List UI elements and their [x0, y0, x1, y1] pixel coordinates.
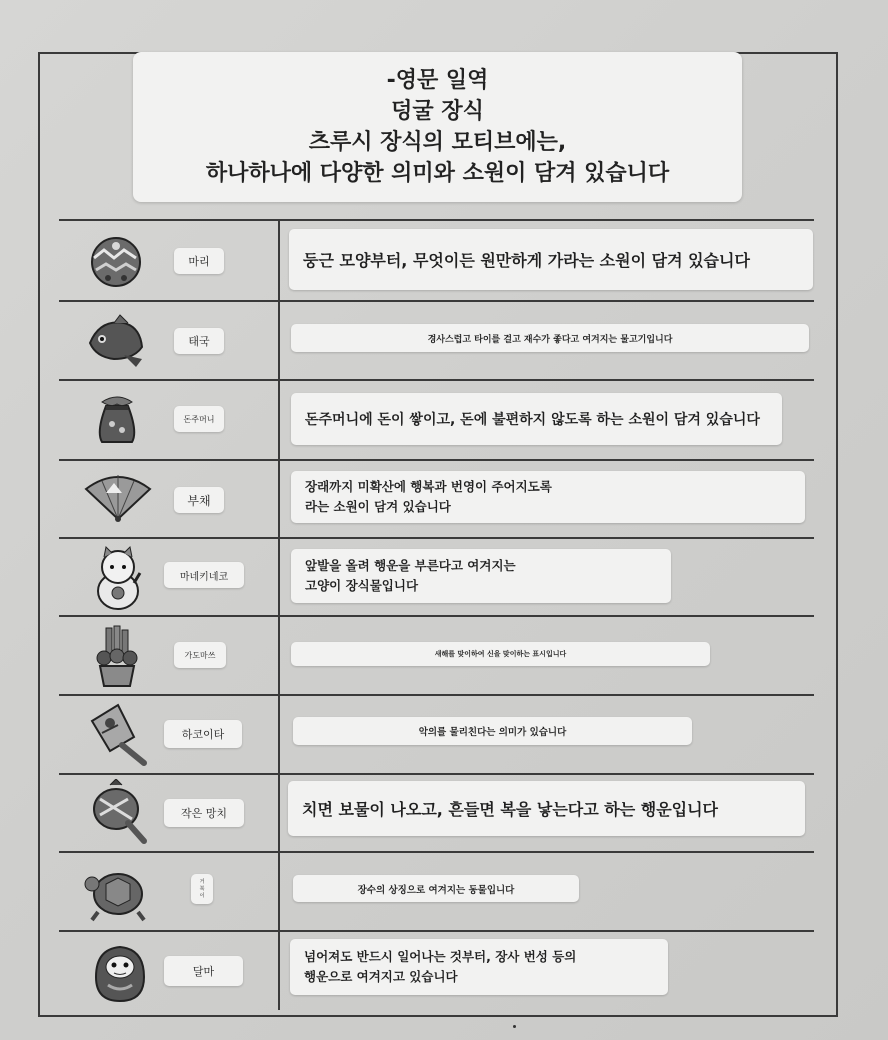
label-badge: [174, 406, 224, 432]
description-box: [291, 324, 809, 352]
description-box: [291, 642, 710, 666]
header-line-3: 츠루시 장식의 모티브에는,: [308, 130, 567, 155]
label-text: 가도마쓰: [184, 650, 216, 660]
description-box: [289, 229, 813, 290]
description-text: 앞발을 올려 행운을 부른다고 여겨지는 고양이 장식물입니다: [305, 558, 516, 593]
description-text: 치면 보물이 나오고, 흔들면 복을 낳는다고 하는 행운입니다: [302, 800, 719, 819]
temari-ball-icon: [90, 236, 142, 288]
description-text: 경사스럽고 타이를 걸고 재수가 좋다고 여겨지는 물고기입니다: [427, 334, 673, 345]
label-badge: [164, 956, 243, 986]
daruma-icon: [92, 943, 148, 1003]
row-divider: [59, 851, 814, 853]
row-divider: [59, 459, 814, 461]
header-line-2: 덩굴 장식: [391, 99, 484, 124]
folding-fan-icon: [82, 471, 154, 523]
label-text: 마리: [188, 255, 210, 268]
description-text: 둥근 모양부터, 무엇이든 원만하게 가라는 소원이 담겨 있습니다: [303, 251, 750, 270]
money-pouch-icon: [92, 392, 142, 446]
label-text: 태국: [188, 335, 210, 348]
row-divider: [59, 537, 814, 539]
row-divider: [59, 379, 814, 381]
label-badge: [174, 328, 224, 354]
header-line-4: 하나하나에 다양한 의미와 소원이 담겨 있습니다: [205, 161, 670, 186]
row-divider: [59, 219, 814, 221]
label-badge: [164, 562, 244, 588]
description-text: 장래까지 미확산에 행복과 번영이 주어지도록 라는 소원이 담겨 있습니다: [305, 479, 552, 514]
row-divider: [59, 773, 814, 775]
label-text: 달마: [192, 965, 215, 978]
description-box: [293, 717, 692, 745]
turtle-icon: [82, 862, 154, 922]
header-line-1: -영문 일역: [386, 68, 489, 93]
description-text: 장수의 상징으로 여겨지는 동물입니다: [357, 884, 515, 896]
description-text: 악의를 물리친다는 의미가 있습니다: [418, 727, 567, 738]
description-text: 새해를 맞이하여 신을 맞이하는 표시입니다: [434, 650, 567, 658]
label-badge: [174, 642, 226, 668]
label-text: 돈주머니: [183, 414, 215, 424]
paper-speck: [513, 1025, 516, 1028]
description-box: [290, 939, 668, 995]
label-text: 마네키네코: [179, 571, 229, 583]
description-text: 넘어져도 반드시 일어나는 것부터, 장사 번성 등의 행운으로 여겨지고 있습니다: [304, 949, 577, 984]
lucky-mallet-icon: [88, 779, 152, 845]
row-divider: [59, 930, 814, 932]
label-text: 부채: [187, 493, 211, 508]
hagoita-paddle-icon: [88, 703, 150, 767]
description-box: [291, 393, 782, 445]
header-card: [133, 52, 742, 202]
description-text: 돈주머니에 돈이 쌓이고, 돈에 불편하지 않도록 하는 소원이 담겨 있습니다: [305, 412, 760, 428]
description-box: [291, 549, 671, 603]
label-badge: [164, 720, 242, 748]
label-badge: [174, 487, 224, 513]
label-badge: [174, 248, 224, 274]
row-divider: [59, 694, 814, 696]
description-box: [288, 781, 805, 836]
row-divider: [59, 615, 814, 617]
label-text: 작은 망치: [180, 807, 227, 820]
label-badge: [164, 799, 244, 827]
description-box: [291, 471, 805, 523]
description-box: [293, 875, 579, 902]
row-divider: [59, 300, 814, 302]
kadomatsu-icon: [90, 624, 144, 688]
maneki-neko-icon: [92, 545, 144, 611]
label-text: 하코이타: [181, 728, 225, 741]
sea-bream-icon: [84, 313, 150, 369]
label-text: 거북이: [199, 878, 205, 899]
label-badge: [191, 874, 213, 904]
